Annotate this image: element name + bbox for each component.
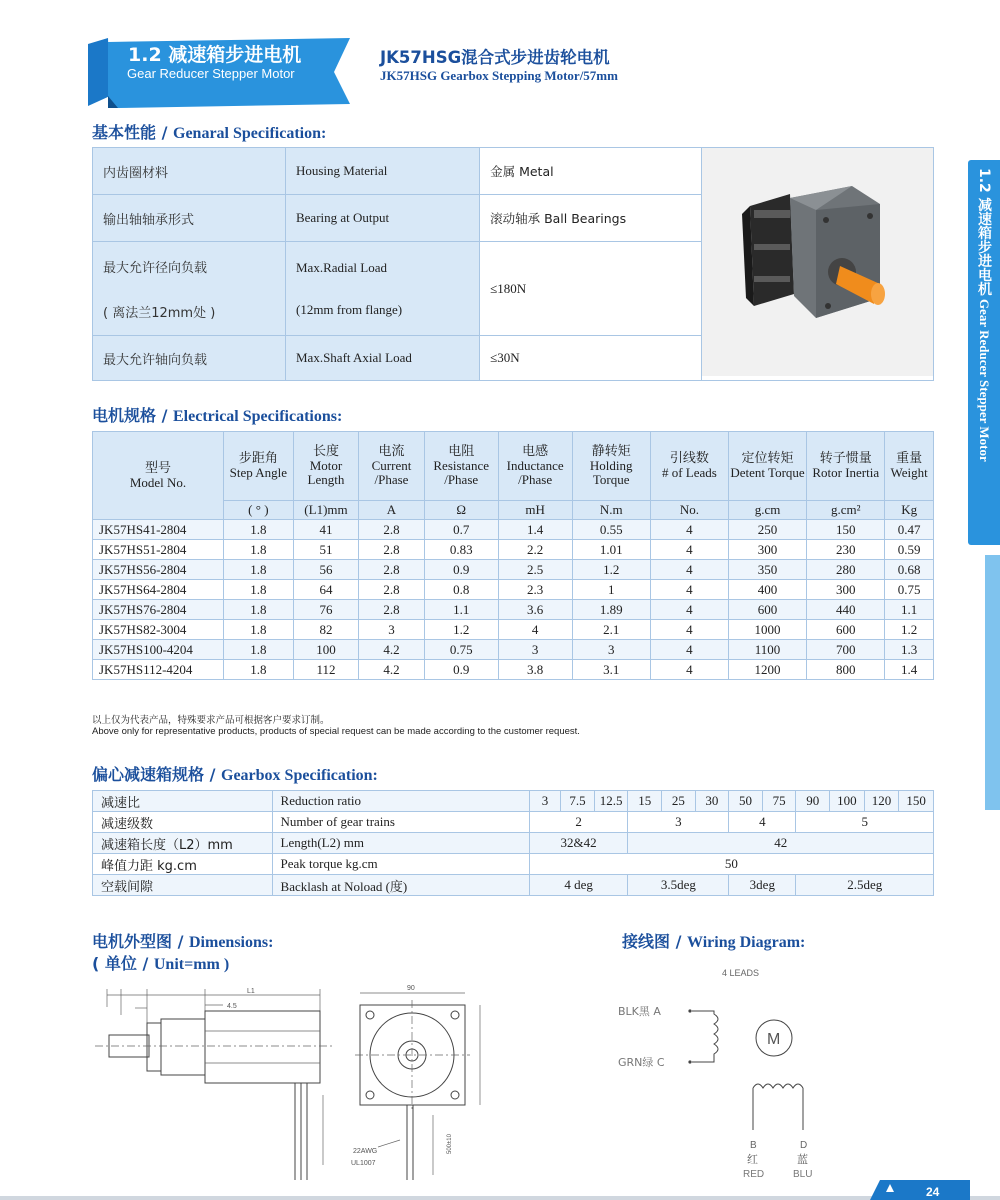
value-cell: 4.2 (359, 660, 425, 680)
dim-label-awg: 22AWG (353, 1148, 378, 1155)
value-cell: 1.8 (224, 520, 294, 540)
page-number-badge (870, 1176, 970, 1200)
value-cell: 3 (498, 640, 572, 660)
length-cell: 42 (628, 833, 934, 854)
spec-en-line1: Max.Radial Load (295, 259, 387, 275)
value-cell: 4 (650, 640, 728, 660)
row-label-cn: 减速箱长度（L2）mm (93, 833, 273, 854)
table-row (93, 660, 934, 680)
value-cell: 1.8 (224, 540, 294, 560)
spec-en: Max.Shaft Axial Load (285, 336, 479, 381)
value-cell: 2.8 (359, 600, 425, 620)
table-row (93, 854, 934, 875)
value-cell: 1.8 (224, 660, 294, 680)
value-cell: 1 (572, 580, 650, 600)
model-cell: JK57HS82-3004 (93, 620, 224, 640)
product-photo (701, 148, 933, 381)
gearbox-title-cn: 偏心减速箱规格 / (92, 765, 221, 784)
value-cell: 4 (650, 660, 728, 680)
value-cell: 4 (650, 520, 728, 540)
general-title-en: Genaral Specification: (173, 125, 327, 142)
spec-value: ≤30N (480, 336, 702, 381)
value-cell: 0.83 (424, 540, 498, 560)
spec-en (285, 242, 479, 336)
value-cell: 800 (807, 660, 885, 680)
value-cell: 440 (807, 600, 885, 620)
value-cell: 1100 (728, 640, 806, 660)
value-cell: 64 (293, 580, 359, 600)
value-cell: 3 (572, 640, 650, 660)
value-cell: 2.1 (572, 620, 650, 640)
dim-label-wire-length: 500±10 (447, 1134, 453, 1154)
value-cell: 1.3 (885, 640, 934, 660)
model-cell: JK57HS64-2804 (93, 580, 224, 600)
value-cell: 1.8 (224, 580, 294, 600)
value-cell: 41 (293, 520, 359, 540)
table-row (93, 580, 934, 600)
spec-cn (93, 242, 286, 336)
motor-photo-icon (702, 148, 933, 376)
general-spec-table (92, 147, 934, 381)
value-cell: 4.2 (359, 640, 425, 660)
electrical-title-cn: 电机规格 / (92, 406, 173, 425)
backlash-cell: 4 deg (529, 875, 628, 896)
value-cell: 600 (728, 600, 806, 620)
value-cell: 1.4 (885, 660, 934, 680)
lead-c-label: GRN绿 C (618, 1056, 665, 1069)
col-inductance: 电感 Inductance /Phase (498, 432, 572, 501)
spec-cn: 内齿圈材料 (93, 148, 286, 195)
value-cell: 1.2 (424, 620, 498, 640)
value-cell: 56 (293, 560, 359, 580)
col-rotor-inertia: 转子惯量 Rotor Inertia (807, 432, 885, 501)
col-detent-torque: 定位转矩 Detent Torque (728, 432, 806, 501)
dim-label-l1: L1 (247, 988, 255, 995)
col-model: 型号 Model No. (93, 432, 224, 520)
lead-b-label: B (750, 1140, 757, 1151)
lead-b-color-en: RED (743, 1169, 765, 1180)
value-cell: 2.8 (359, 560, 425, 580)
gearbox-heading (92, 762, 378, 785)
electrical-heading (92, 403, 342, 426)
dimensions-unit (92, 951, 229, 974)
row-label-en: Reduction ratio (272, 791, 529, 812)
value-cell: 0.68 (885, 560, 934, 580)
value-cell: 4 (650, 540, 728, 560)
table-row (93, 812, 934, 833)
product-title-cn: JK57HSG混合式步进齿轮电机 (380, 48, 610, 67)
value-cell: 300 (807, 580, 885, 600)
value-cell: 2.2 (498, 540, 572, 560)
side-view (95, 988, 335, 1180)
ratio-cell: 15 (628, 791, 662, 812)
backlash-cell: 2.5deg (796, 875, 934, 896)
model-cell: JK57HS76-2804 (93, 600, 224, 620)
row-label-en: Length(L2) mm (272, 833, 529, 854)
table-row (93, 791, 934, 812)
value-cell: 280 (807, 560, 885, 580)
value-cell: 4 (498, 620, 572, 640)
section-title-en: Gear Reducer Stepper Motor (127, 66, 295, 81)
value-cell: 0.47 (885, 520, 934, 540)
dimensions-heading (92, 929, 273, 952)
row-label-cn: 空载间隙 (93, 875, 273, 896)
electrical-title-en: Electrical Specifications: (173, 408, 343, 425)
value-cell: 1.1 (885, 600, 934, 620)
row-label-cn: 峰值力距 kg.cm (93, 854, 273, 875)
footnote-en: Above only for representative products, products of special request can be made according to the customer request. (92, 726, 580, 737)
ratio-cell: 120 (864, 791, 899, 812)
side-tab-text (970, 168, 998, 548)
backlash-cell: 3deg (729, 875, 796, 896)
dim-label-90: 90 (407, 985, 415, 992)
unit-cell: Kg (885, 501, 934, 520)
backlash-cell: 3.5deg (628, 875, 729, 896)
value-cell: 1.8 (224, 560, 294, 580)
leads-label: 4 LEADS (722, 968, 760, 978)
row-label-en: Peak torque kg.cm (272, 854, 529, 875)
spec-en-line2: (12mm from flange) (295, 301, 403, 317)
value-cell: 0.7 (424, 520, 498, 540)
value-cell: 0.75 (424, 640, 498, 660)
value-cell: 1.89 (572, 600, 650, 620)
coil-ac-icon (692, 1011, 718, 1062)
dim-label-ul: UL1007 (351, 1160, 376, 1167)
unit-cell: g.cm² (807, 501, 885, 520)
spec-value: ≤180N (480, 242, 702, 336)
spec-cn: 最大允许轴向负载 (93, 336, 286, 381)
dimensions-title-en: Dimensions: (189, 934, 274, 951)
unit-cell: mH (498, 501, 572, 520)
value-cell: 1.1 (424, 600, 498, 620)
spec-en: Housing Material (285, 148, 479, 195)
value-cell: 3.8 (498, 660, 572, 680)
value-cell: 600 (807, 620, 885, 640)
col-length: 长度 Motor Length (293, 432, 359, 501)
side-tab-en: Gear Reducer Stepper Motor (977, 298, 992, 462)
trains-cell: 2 (529, 812, 628, 833)
unit-cell: g.cm (728, 501, 806, 520)
product-title-en: JK57HSG Gearbox Stepping Motor/57mm (380, 68, 618, 83)
ratio-cell: 30 (695, 791, 729, 812)
value-cell: 3.1 (572, 660, 650, 680)
table-row (93, 620, 934, 640)
spec-en: Bearing at Output (285, 195, 479, 242)
unit-cell: ( ° ) (224, 501, 294, 520)
lead-b-color-cn: 红 (747, 1153, 758, 1166)
value-cell: 300 (728, 540, 806, 560)
row-label-en: Backlash at Noload (度) (272, 875, 529, 896)
value-cell: 82 (293, 620, 359, 640)
table-row (93, 520, 934, 540)
unit-cell: Ω (424, 501, 498, 520)
ratio-cell: 100 (830, 791, 865, 812)
gearbox-table (92, 790, 934, 896)
value-cell: 2.8 (359, 540, 425, 560)
value-cell: 2.3 (498, 580, 572, 600)
side-tab-cn: 1.2 减速箱步进电机 (976, 168, 992, 296)
ratio-cell: 3 (529, 791, 560, 812)
front-view (351, 985, 480, 1180)
spec-value: 滚动轴承 Ball Bearings (480, 195, 702, 242)
value-cell: 3.6 (498, 600, 572, 620)
model-cell: JK57HS51-2804 (93, 540, 224, 560)
value-cell: 0.8 (424, 580, 498, 600)
ratio-cell: 75 (762, 791, 796, 812)
model-cell: JK57HS100-4204 (93, 640, 224, 660)
wiring-diagram (610, 960, 850, 1190)
lead-d-color-en: BLU (793, 1169, 813, 1180)
table-row (93, 833, 934, 854)
spec-cn-line1: 最大允许径向负载 (103, 260, 208, 276)
value-cell: 76 (293, 600, 359, 620)
value-cell: 1.8 (224, 620, 294, 640)
length-cell: 32&42 (529, 833, 628, 854)
value-cell: 700 (807, 640, 885, 660)
col-leads: 引线数 # of Leads (650, 432, 728, 501)
dimension-drawing (95, 975, 515, 1190)
value-cell: 1.2 (885, 620, 934, 640)
value-cell: 1200 (728, 660, 806, 680)
col-step-angle: 步距角 Step Angle (224, 432, 294, 501)
header-row (93, 432, 934, 501)
general-title-cn: 基本性能 / (92, 123, 173, 142)
value-cell: 1.8 (224, 640, 294, 660)
spec-cn-line2: ( 离法兰12mm处 ) (103, 305, 216, 321)
table-row (93, 148, 934, 195)
value-cell: 0.55 (572, 520, 650, 540)
value-cell: 2.8 (359, 580, 425, 600)
value-cell: 3 (359, 620, 425, 640)
value-cell: 400 (728, 580, 806, 600)
value-cell: 51 (293, 540, 359, 560)
wiring-title-cn: 接线图 / (622, 932, 687, 951)
spec-value: 金属 Metal (480, 148, 702, 195)
side-tab-secondary (985, 555, 1000, 810)
motor-label: M (767, 1031, 781, 1048)
col-resistance: 电阻 Resistance /Phase (424, 432, 498, 501)
col-holding-torque: 静转矩 Holding Torque (572, 432, 650, 501)
unit-cell: A (359, 501, 425, 520)
value-cell: 2.5 (498, 560, 572, 580)
ratio-cell: 50 (729, 791, 763, 812)
value-cell: 250 (728, 520, 806, 540)
section-title-cn: 1.2 减速箱步进电机 (128, 44, 302, 66)
table-row (93, 640, 934, 660)
value-cell: 4 (650, 580, 728, 600)
spec-cn: 输出轴轴承形式 (93, 195, 286, 242)
coil-bd-icon (753, 1084, 803, 1088)
unit-cell: (L1)mm (293, 501, 359, 520)
unit-cell: No. (650, 501, 728, 520)
value-cell: 0.59 (885, 540, 934, 560)
value-cell: 0.9 (424, 660, 498, 680)
footnote (92, 715, 952, 737)
trains-cell: 5 (796, 812, 934, 833)
table-row (93, 560, 934, 580)
value-cell: 1000 (728, 620, 806, 640)
value-cell: 1.4 (498, 520, 572, 540)
page-number: 24 (926, 1185, 940, 1199)
trains-cell: 4 (729, 812, 796, 833)
value-cell: 112 (293, 660, 359, 680)
value-cell: 150 (807, 520, 885, 540)
value-cell: 4 (650, 620, 728, 640)
unit-cn: ( 单位 / (92, 954, 154, 973)
unit-en: Unit=mm ) (153, 956, 230, 973)
footnote-cn: 以上仅为代表产品，特殊要求产品可根据客户要求订制。 (92, 715, 330, 726)
value-cell: 4 (650, 600, 728, 620)
row-label-cn: 减速级数 (93, 812, 273, 833)
lead-d-label: D (800, 1140, 808, 1151)
value-cell: 1.2 (572, 560, 650, 580)
col-weight: 重量 Weight (885, 432, 934, 501)
value-cell: 0.75 (885, 580, 934, 600)
value-cell: 350 (728, 560, 806, 580)
ratio-cell: 7.5 (561, 791, 595, 812)
table-row (93, 875, 934, 896)
value-cell: 0.9 (424, 560, 498, 580)
electrical-table (92, 431, 934, 680)
lead-d-color-cn: 蓝 (797, 1153, 808, 1166)
ratio-cell: 25 (662, 791, 696, 812)
unit-cell: N.m (572, 501, 650, 520)
electrical-body (93, 520, 934, 680)
peak-cell: 50 (529, 854, 933, 875)
ratio-cell: 150 (899, 791, 934, 812)
gearbox-title-en: Gearbox Specification: (221, 767, 378, 784)
general-spec-heading (92, 120, 326, 143)
value-cell: 100 (293, 640, 359, 660)
model-cell: JK57HS56-2804 (93, 560, 224, 580)
value-cell: 230 (807, 540, 885, 560)
page-bottom-bar (0, 1196, 1000, 1200)
value-cell: 1.8 (224, 600, 294, 620)
value-cell: 1.01 (572, 540, 650, 560)
dimensions-title-cn: 电机外型图 / (92, 932, 189, 951)
row-label-cn: 减速比 (93, 791, 273, 812)
ratio-cell: 90 (796, 791, 830, 812)
dim-label-4-5: 4.5 (227, 1003, 237, 1010)
value-cell: 4 (650, 560, 728, 580)
table-row (93, 600, 934, 620)
row-label-en: Number of gear trains (272, 812, 529, 833)
model-cell: JK57HS112-4204 (93, 660, 224, 680)
wiring-title-en: Wiring Diagram: (687, 934, 806, 951)
table-row (93, 540, 934, 560)
wiring-heading (622, 929, 805, 952)
lead-a-label: BLK黑 A (618, 1005, 661, 1018)
trains-cell: 3 (628, 812, 729, 833)
col-current: 电流 Current /Phase (359, 432, 425, 501)
value-cell: 2.8 (359, 520, 425, 540)
ratio-cell: 12.5 (594, 791, 628, 812)
model-cell: JK57HS41-2804 (93, 520, 224, 540)
